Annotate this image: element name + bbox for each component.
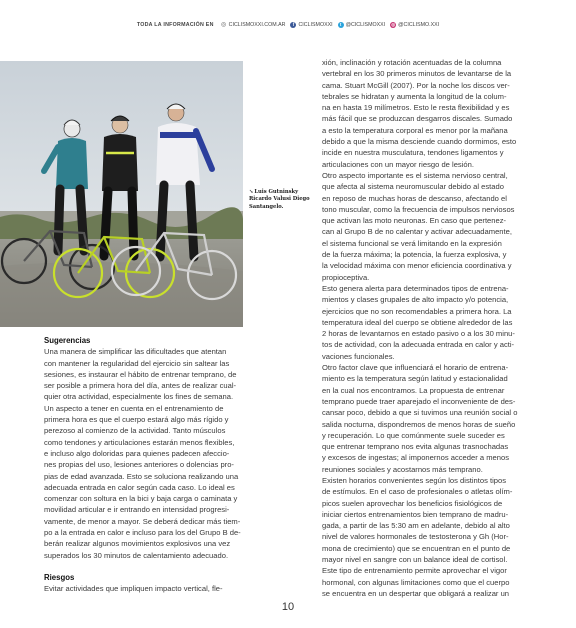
- header-link-instagram[interactable]: [390, 22, 439, 28]
- header-bar: [0, 19, 576, 31]
- globe-icon: ◎: [221, 22, 227, 28]
- photo-caption: [249, 189, 311, 211]
- header-lead: TODA LA INFORMACIÓN EN: [136, 22, 214, 28]
- page-number: 10: [281, 601, 295, 613]
- paragraph-alerta-entrenamientos: Esto genera alerta para determinados tipos de entrena- mientos y clases grupales de alto impacto y/o potencia, ejercicios que no son recomendables a primera hora. La temperatura ideal del cuerpo se obtiene alrededor de las 2 horas de levantarnos en estado pasivo o a los 30 minu- tos de actividad, con la adecuada entrada en calor y acti- vaciones funcionales.: [322, 283, 515, 361]
- header-link-facebook[interactable]: [290, 22, 332, 28]
- paragraph-sistema-nervioso: Otro aspecto importante es el sistema nervioso central, que afecta al sistema neuromuscular debido al estado en reposo de muchas horas de descanso, afectando el tono muscular, como la frecuencia de impulsos nerviosos que activan las moto neuronas. En caso que pertenez- can al Grupo B de no calentar y activar adecuadamente, el sistema funcional se verá limitando en la expresión de la fuerza máxima; la potencia, la fuerza explosiva, y la velocidad máxima con menor eficiencia coordinativa y propioceptiva.: [322, 170, 515, 282]
- caption-arrow-icon: ↘: [249, 189, 254, 195]
- paragraph-columna-vertebral: xión, inclinación y rotación acentuadas de la columna vertebral en los 30 primeros minutos de levantarse de la cama. Stuart McGill (2007). Por la noche los discos ver- tebrales se hidratan y aumenta la longitud de la colum- na en hasta 19 milímetros. Esto le resta flexibilidad y es más fácil que se produzcan desgarros discales. Sumado a esto la temperatura corporal es menor por la mañana debido a que la misma desciende cuando dormimos, esto incide en nuestra musculatura, tendones ligamentos y articulaciones con un mayor riesgo de lesión.: [322, 58, 517, 169]
- caption-text: Luis Gutninsky Ricardo Valusi Diego Santangelo.: [249, 189, 310, 210]
- twitter-link-text: @CICLISMOXXI: [345, 22, 386, 28]
- heading-riesgos: Riesgos: [44, 572, 75, 582]
- twitter-icon: t: [338, 22, 344, 28]
- right-column: [322, 57, 554, 599]
- header-link-twitter[interactable]: [338, 22, 386, 28]
- header-link-website[interactable]: [221, 22, 286, 28]
- section-gap: [44, 561, 273, 572]
- paragraph-temperatura-latitud: Otro factor clave que influenciará el horario de entrena- miento es la temperatura según latitud y estacionalidad en la cual nos encontramos. La propuesta de entrenar temprano puede traer aparejado el inconveniente de des- cansar poco, debido a que si tuvimos una reunión social o salida nocturna, dispondremos de menos horas de sueño y recuperación. Lo que comúnmente suele suceder es que entrenar temprano nos evita algunas trasnochadas y excesos de ingestas; al imponernos acceder a menos reuniones sociales y acostarnos más temprano.: [322, 363, 518, 474]
- cyclists-photo: [0, 61, 243, 327]
- paragraph-sugerencias: Una manera de simplificar las dificultades que atentan con mantener la regularidad del ejercicio sin saltear las sesiones, es instaurar el hábito de entrenar temprano, de ser posible a primera hora del día, antes de realizar cual- quier otra actividad, especialmente los fines de semana. Un aspecto a tener en cuenta en el entrenamiento de primera hora es que el cuerpo estará algo más rígido y perezoso al comienzo de la actividad. Tanto músculos como tendones y articulaciones estarán menos flexibles, e incluso algo doloridas para quienes padecen afeccio- nes propias del uso, lesiones anteriores o dolencias pro- pias de edad avanzada. Esto se soluciona realizando una adecuada entrada en calor según cada caso. Lo ideal es comenzar con soltura en la bici y baja carga o caminata y movilidad articular e ir entrando en intensidad progresi- vamente, de menor a mayor. Se deberá dedicar más tiem- po a la entrada en calor e incluso para los del Grupo B de- berán realizar algunos movimientos explosivos una vez superados los 30 minutos de calentamiento adecuado.: [44, 347, 241, 560]
- paragraph-riesgos: Evitar actividades que impliquen impacto vertical, fle-: [44, 584, 223, 594]
- website-link-text: CICLISMOXXI.COM.AR: [228, 22, 286, 28]
- instagram-link-text: @CICLISMO.XXI: [398, 22, 440, 28]
- paragraph-horarios-convenientes: Existen horarios convenientes según los distintos tipos de estímulos. En el caso de profesionales o atletas olím- picos suelen aprovechar los beneficios fisiológicos de iniciar ciertos entrenamientos bien temprano de madru- gada, a partir de las 5:30 am en adelante, debido al alto nivel de valores hormonales de testosterona y Gh (Hor- mona de crecimiento) que se encuentran en el punto de mayor nivel en sangre con un balance ideal de cortisol. Este tipo de entrenamiento permite aprovechar el vigor hormonal, con algunas limitaciones como que el cuerpo se encuentra en un despertar que obligará a realizar un: [322, 475, 513, 598]
- facebook-icon: f: [290, 22, 296, 28]
- facebook-link-text: CICLISMOXXI: [298, 22, 333, 28]
- instagram-icon: ◎: [391, 22, 396, 27]
- left-column: [44, 335, 273, 595]
- heading-sugerencias: Sugerencias: [44, 336, 91, 345]
